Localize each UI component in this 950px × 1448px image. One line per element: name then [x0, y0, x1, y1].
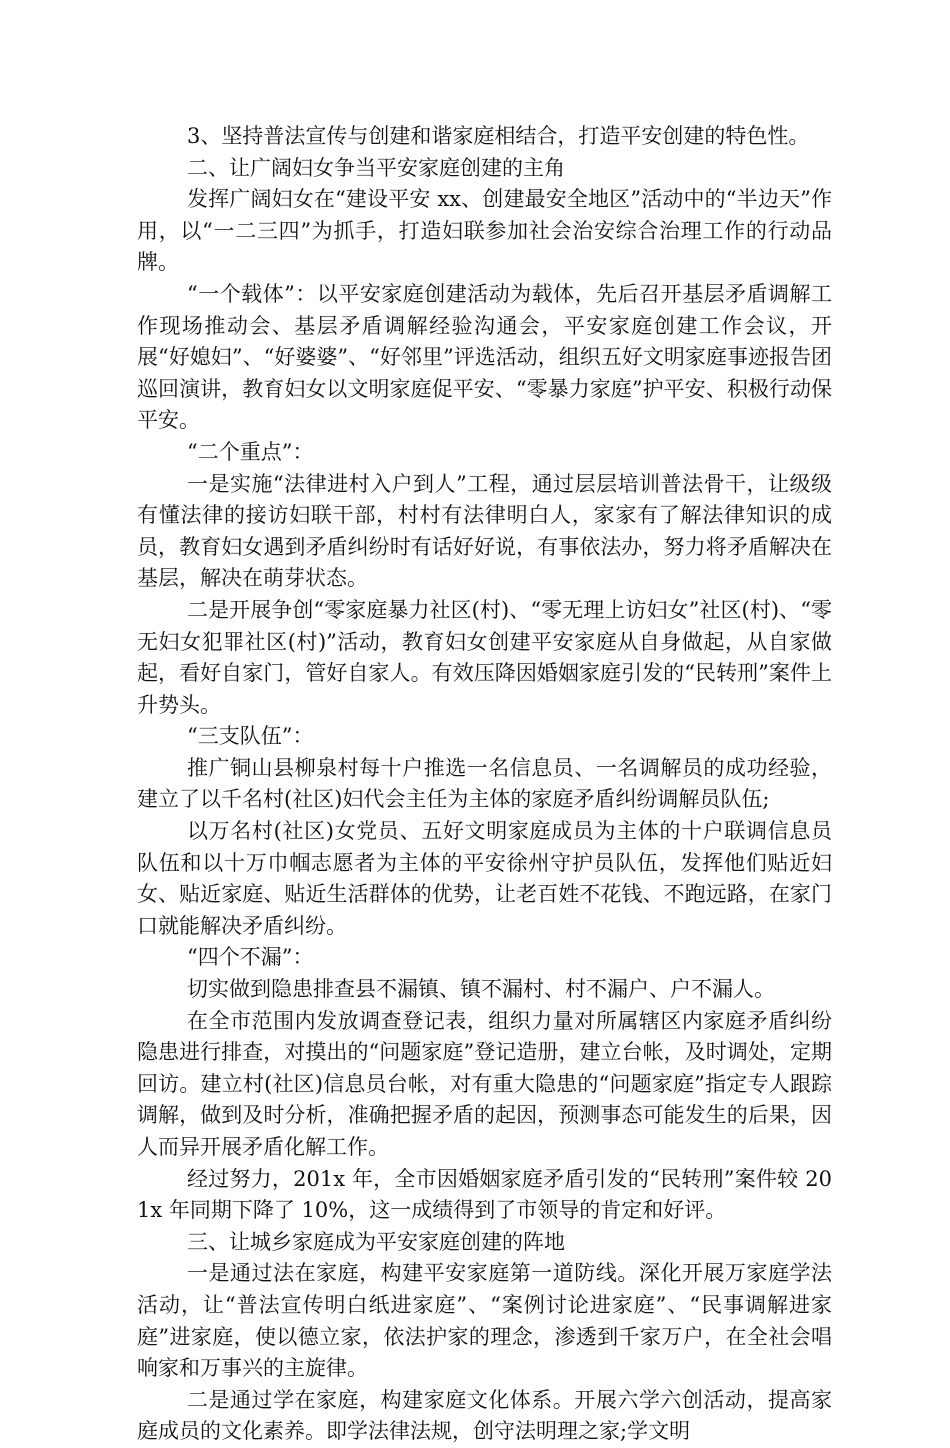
paragraph: 在全市范围内发放调查登记表，组织力量对所属辖区内家庭矛盾纠纷隐患进行排查，对摸出的“问题家庭”登记造册，建立台帐，及时调处，定期回访。建立村(社区)信息员台帐，对有重大隐患的“问题家庭”指定专人跟踪调解，做到及时分析，准确把握矛盾的起因，预测事态可能发生的后果，因人而异开展矛盾化解工作。	[137, 1008, 832, 1159]
paragraph: 经过努力，201x 年，全市因婚姻家庭矛盾引发的“民转刑”案件较 201x 年同期下降了 10%，这一成绩得到了市领导的肯定和好评。	[137, 1166, 832, 1223]
paragraph: “一个载体”：以平安家庭创建活动为载体，先后召开基层矛盾调解工作现场推动会、基层矛盾调解经验沟通会，平安家庭创建工作会议，开展“好媳妇”、“好婆婆”、“好邻里”评选活动，组织五好文明家庭事迹报告团巡回演讲，教育妇女以文明家庭促平安、“零暴力家庭”护平安、积极行动保平安。	[137, 281, 832, 433]
paragraph: 发挥广阔妇女在“建设平安 xx、创建最安全地区”活动中的“半边天”作用，以“一二三四”为抓手，打造妇联参加社会治安综合治理工作的行动品牌。	[137, 187, 832, 275]
section-heading: 三、让城乡家庭成为平安家庭创建的阵地	[187, 1229, 565, 1254]
paragraph: “三支队伍”：	[187, 724, 314, 749]
paragraph: 以万名村(社区)女党员、五好文明家庭成员为主体的十户联调信息员队伍和以十万巾帼志愿者为主体的平安徐州守护员队伍，发挥他们贴近妇女、贴近家庭、贴近生活群体的优势，让老百姓不花钱、不跑远路，在家门口就能解决矛盾纠纷。	[137, 819, 832, 938]
paragraph: 切实做到隐患排查县不漏镇、镇不漏村、村不漏户、户不漏人。	[187, 977, 775, 1002]
paragraph: 推广铜山县柳泉村每十户推选一名信息员、一名调解员的成功经验，建立了以千名村(社区)妇代会主任为主体的家庭矛盾纠纷调解员队伍;	[137, 755, 832, 812]
paragraph: “二个重点”：	[187, 439, 314, 464]
paragraph: 二是通过学在家庭，构建家庭文化体系。开展六学六创活动，提高家庭成员的文化素养。即学法律法规，创守法明理之家;学文明	[137, 1387, 832, 1444]
paragraph: 一是通过法在家庭，构建平安家庭第一道防线。深化开展万家庭学法活动，让“普法宣传明白纸进家庭”、“案例讨论进家庭”、“民事调解进家庭”进家庭，使以德立家，依法护家的理念，渗透到千家万户，在全社会唱响家和万事兴的主旋律。	[137, 1261, 832, 1381]
section-heading: 二、让广阔妇女争当平安家庭创建的主角	[187, 155, 565, 180]
paragraph: “四个不漏”：	[187, 945, 314, 970]
paragraph: 一是实施“法律进村入户到人”工程，通过层层培训普法骨干，让级级有懂法律的接访妇联干部，村村有法律明白人，家家有了解法律知识的成员，教育妇女遇到矛盾纠纷时有话好好说，有事依法办，努力将矛盾解决在基层，解决在萌芽状态。	[137, 471, 832, 591]
document-page	[137, 121, 832, 1448]
paragraph: 二是开展争创“零家庭暴力社区(村)、“零无理上访妇女”社区(村)、“零无妇女犯罪社区(村)”活动，教育妇女创建平安家庭从自身做起，从自家做起，看好自家门，管好自家人。有效压降因婚姻家庭引发的“民转刑”案件上升势头。	[137, 597, 832, 717]
paragraph: 3、坚持普法宣传与创建和谐家庭相结合，打造平安创建的特色性。	[187, 124, 810, 148]
